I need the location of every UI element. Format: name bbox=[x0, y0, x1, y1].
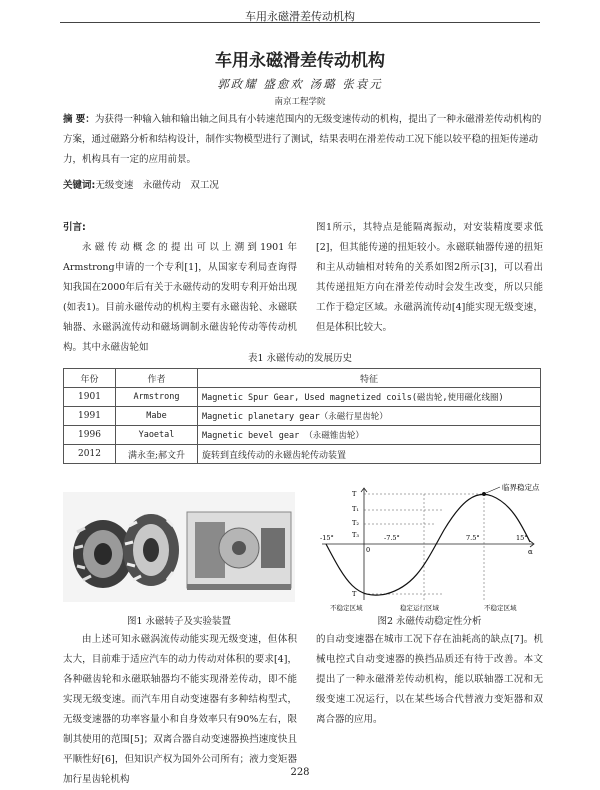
region-left-label: 不稳定区域 bbox=[330, 604, 363, 612]
paper-title: 车用永磁滑差传动机构 bbox=[215, 51, 385, 71]
figure-2-caption: 图2 永磁传动稳定性分析 bbox=[377, 616, 482, 627]
table-cell: Yaoetal bbox=[116, 426, 198, 445]
table-cell: Magnetic planetary gear（永磁行星齿轮） bbox=[198, 407, 541, 426]
critical-point-marker bbox=[482, 492, 486, 496]
table-cell: 2012 bbox=[64, 445, 116, 464]
table-header-author: 作者 bbox=[116, 369, 198, 388]
label-t2: T₂ bbox=[352, 519, 359, 527]
body-right-text: 的自动变速器在城市工况下存在油耗高的缺点[7]。机械电控式自动变速器的换挡品质还有待于改善。本文提出了一种永磁滑差传动机构，能以联轴器工况和无级变速工况运行，以在某些场合代替液力变矩器和双离合器的应用。 bbox=[316, 634, 543, 725]
guide-lines bbox=[364, 494, 484, 602]
test-rig bbox=[187, 512, 291, 590]
table-header-feature: 特征 bbox=[198, 369, 541, 388]
abstract-text: 为获得一种输入轴和输出轴之间具有小转速范围内的无级变速传动的机构，提出了一种永磁滑差传动机构的方案，通过磁路分析和结构设计，制作实物模型进行了测试，结果表明在滑差传动工况下能以较平稳的扭矩传递动力，机构具有一定的应用前景。 bbox=[63, 114, 542, 165]
x-tick-mid1: -7.5° bbox=[384, 534, 400, 542]
label-tmax: T bbox=[352, 490, 357, 498]
table-cell: 1996 bbox=[64, 426, 116, 445]
history-table bbox=[63, 368, 541, 464]
table-cell: Magnetic Spur Gear, Used magnetized coils(磁齿轮,使用磁化线圈) bbox=[198, 388, 541, 407]
table-header-row bbox=[64, 369, 541, 388]
keywords-label: 关键词: bbox=[63, 180, 96, 191]
intro-heading: 引言: bbox=[63, 222, 86, 233]
affiliation: 南京工程学院 bbox=[274, 97, 326, 107]
table-cell: Magnetic bevel gear （永磁锥齿轮） bbox=[198, 426, 541, 445]
table-header-year: 年份 bbox=[64, 369, 116, 388]
x-tick-right: 15° bbox=[516, 534, 528, 542]
x-axis-variable: α bbox=[528, 548, 533, 556]
table-cell: Mabe bbox=[116, 407, 198, 426]
critical-point-leader bbox=[486, 487, 500, 493]
region-right-label: 不稳定区域 bbox=[484, 604, 517, 612]
keywords-text: 无级变速 永磁传动 双工况 bbox=[95, 180, 219, 191]
abstract bbox=[63, 110, 543, 170]
figure-1-photo bbox=[63, 492, 295, 602]
abstract-label: 摘 要： bbox=[63, 114, 95, 125]
page-number: 228 bbox=[290, 767, 310, 778]
table-cell: Armstrong bbox=[116, 388, 198, 407]
table-row bbox=[64, 445, 541, 464]
body-left-text: 由上述可知永磁涡流传动能实现无级变速，但体积太大，目前难于适应汽车的动力传动对体积的要求[4]，各种磁齿轮和永磁联轴器均不能实现滑差传动，即不能实现无级变速。而汽车用自动变速器有多种结构型式，无级变速器的功率容量小和自身效率只有90%左右，限制其使用的范围[5]；双离合器自动变速器换挡速度快且平顺性好[6]，但知识产权为国外公司所有；液力变矩器加行星齿轮机构 bbox=[63, 634, 297, 785]
rotor-middle bbox=[123, 514, 179, 586]
figure-2-graph bbox=[316, 482, 540, 614]
critical-point-label: 临界稳定点 bbox=[502, 483, 540, 492]
intro-right-text: 图1所示，其特点是能隔离振动，对安装精度要求低[2]，但其能传递的扭矩较小。永磁联轴器传递的扭矩和主从动轴相对转角的关系如图2所示[3]，可以看出其传递扭矩方向在滑差传动时会发生改变，所以只能工作于稳定区域。永磁涡流传动[4]能实现无级变速，但是体积比较大。 bbox=[316, 222, 543, 333]
x-tick-left: -15° bbox=[320, 534, 334, 542]
table-cell: 1901 bbox=[64, 388, 116, 407]
rotor-photo-illustration bbox=[63, 492, 295, 602]
intro-right-column bbox=[316, 218, 543, 338]
table-cell: 旋转到直线传动的永磁齿轮传动装置 bbox=[198, 445, 541, 464]
intro-left-column bbox=[63, 218, 297, 358]
label-t1: T₁ bbox=[352, 505, 359, 513]
author-list: 郭政耀 盛愈欢 汤璐 张袁元 bbox=[217, 77, 383, 91]
running-head: 车用永磁滑差传动机构 bbox=[245, 10, 355, 23]
header-rule bbox=[60, 22, 540, 23]
table-row bbox=[64, 426, 541, 445]
table-row bbox=[64, 388, 541, 407]
table-cell: 满永奎;郝文升 bbox=[116, 445, 198, 464]
x-tick-zero: 0 bbox=[366, 546, 371, 554]
table-row bbox=[64, 407, 541, 426]
region-mid-label: 稳定运行区域 bbox=[400, 604, 439, 612]
label-tmin: T bbox=[352, 590, 357, 598]
label-t3: T₃ bbox=[352, 531, 359, 539]
body-left-column bbox=[63, 630, 297, 790]
x-tick-mid2: 7.5° bbox=[466, 534, 480, 542]
body-right-column bbox=[316, 630, 543, 730]
intro-left-text: 永磁传动概念的提出可以上溯到1901年Armstrong申请的一个专利[1]，从国家专利局查询得知我国在2000年后有关于永磁传动的发明专利开始出现(如表1)。目前永磁传动的机构主要有永磁齿轮、永磁联轴器、永磁涡流传动和磁场调制永磁齿轮传动等传动机构。其中永磁齿轮如 bbox=[63, 242, 297, 353]
table-cell: 1991 bbox=[64, 407, 116, 426]
figure-1-caption: 图1 永磁转子及实验装置 bbox=[126, 616, 232, 627]
keywords bbox=[63, 177, 543, 191]
table-caption: 表1 永磁传动的发展历史 bbox=[247, 353, 353, 364]
